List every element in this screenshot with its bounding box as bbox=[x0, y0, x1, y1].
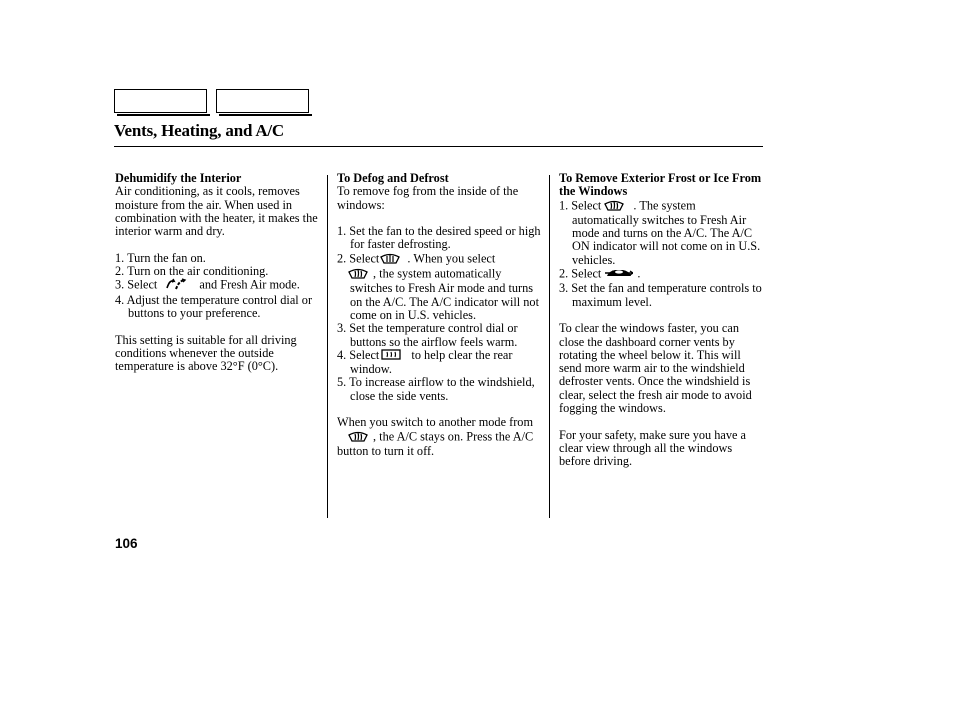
defog-step-1: 1. Set the fan to the desired speed or high for faster defrosting. bbox=[337, 224, 541, 252]
defog-step-3: 3. Set the temperature control dial or buttons so the airflow feels warm. bbox=[337, 321, 518, 349]
column-defog bbox=[337, 172, 545, 458]
dehumidify-step-4: 4. Adjust the temperature control dial or buttons to your preference. bbox=[115, 292, 313, 320]
frost-step-3: 3. Set the fan and temperature controls to maximum level. bbox=[559, 281, 762, 309]
column-dehumidify bbox=[115, 172, 325, 373]
dehumidify-step-2: 2. Turn on the air conditioning. bbox=[115, 264, 269, 279]
front-defrost-icon bbox=[360, 267, 369, 282]
section-heading-frost: To Remove Exterior Frost or Ice From the Windows bbox=[559, 171, 762, 199]
column-frost bbox=[559, 172, 764, 469]
frost-step-2: 2. Select . bbox=[559, 266, 641, 281]
frost-step-1: 1. Select . The system automatically switches to Fresh Air mode and turns on the A/C. The A/C ON indicator will not come on in U.S. vehicles. bbox=[559, 198, 761, 267]
frost-paragraph-2: For your safety, make sure you have a clear view through all the windows before driving. bbox=[559, 427, 747, 469]
nav-tab-box-2[interactable] bbox=[216, 89, 309, 113]
dehumidify-outro: This setting is suitable for all driving conditions whenever the outside temperature is above 32°F (0°C). bbox=[115, 332, 297, 374]
dehumidify-step-3: 3. Select and Fresh Air mode. bbox=[115, 277, 300, 292]
defog-intro: To remove fog from the inside of the windows: bbox=[337, 184, 519, 212]
page-title: Vents, Heating, and A/C bbox=[114, 121, 284, 140]
page-number: 106 bbox=[115, 536, 138, 551]
nav-tab-box-1[interactable] bbox=[114, 89, 207, 113]
defog-step-2: 2. Select . When you select , the system automatically switches to Fresh Air mode and turns on the A/C. The A/C indicator will not come on in U.S. vehicles. bbox=[337, 251, 539, 322]
section-heading-defog: To Defog and Defrost bbox=[337, 171, 449, 185]
section-heading-dehumidify: Dehumidify the Interior bbox=[115, 171, 242, 185]
dehumidify-intro: Air conditioning, as it cools, removes moisture from the air. When used in combination with the heater, it makes the interior warm and dry. bbox=[115, 184, 318, 239]
defog-step-5: 5. To increase airflow to the windshield, close the side vents. bbox=[337, 375, 535, 403]
rear-defrost-icon bbox=[394, 349, 401, 363]
dehumidify-step-1: 1. Turn the fan on. bbox=[115, 250, 206, 265]
column-divider-1 bbox=[327, 175, 328, 518]
column-divider-2 bbox=[549, 175, 550, 518]
recirculation-mode-icon bbox=[178, 278, 187, 293]
title-rule bbox=[114, 146, 763, 147]
frost-paragraph-1: To clear the windows faster, you can close the dashboard corner vents by rotating the wheel below it. This will send more warm air to the windshield defroster vents. Once the windshield is clear, select the fresh air mode to avoid fogging the windows. bbox=[559, 321, 752, 416]
defog-outro: When you switch to another mode from , the A/C stays on. Press the A/C button to turn it off. bbox=[337, 415, 534, 458]
front-defrost-icon bbox=[616, 199, 625, 214]
fresh-air-mode-icon bbox=[618, 267, 633, 282]
front-defrost-icon bbox=[347, 430, 369, 445]
defog-step-4: 4. Select to help clear the rear window. bbox=[337, 347, 513, 377]
floor-and-defrost-mode-icon bbox=[392, 252, 401, 267]
